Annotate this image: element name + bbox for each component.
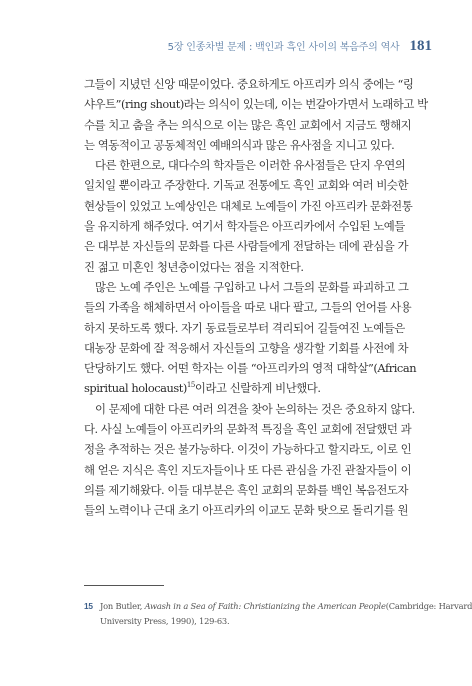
line-text: 그들이 지녔던 신앙 때문이었다. 중요하게도 아프리카 의식 중에는 “링	[84, 77, 414, 91]
text-line	[84, 94, 428, 114]
paragraph	[84, 399, 415, 521]
text-line	[84, 399, 415, 419]
text-line	[84, 277, 409, 297]
text-line	[84, 74, 414, 94]
line-text: 수를 치고 춤을 추는 의식으로 이는 많은 흑인 교회에서 지금도 행해지	[84, 117, 412, 132]
text-line	[84, 318, 405, 338]
text-line	[84, 115, 412, 135]
footnote-publisher: (Cambridge: Harvard	[385, 601, 472, 611]
paragraph	[84, 74, 428, 155]
line-text: 많은 노예 주인은 노예를 구입하고 나서 그들의 문화를 파괴하고 그	[95, 279, 409, 294]
line-text: 단당하기도 했다. 어떤 학자는 이를 “아프리카의 영적 대학살”(African	[84, 361, 417, 376]
line-text: 현상들이 있었고 노예상인은 대체로 노예들이 가진 아프리카 문화전통	[84, 198, 413, 213]
text-line	[84, 175, 409, 195]
line-text: 을 유지하게 해주었다. 여기서 학자들은 아프리카에서 수입된 노예들	[84, 219, 405, 234]
line-text: 이 문제에 대한 다른 여러 의견을 찾아 논의하는 것은 중요하지 않다.	[95, 401, 415, 416]
text-line	[84, 196, 413, 216]
line-text: 해 얻은 지식은 흑인 지도자들이나 또 다른 관심을 가진 관찰자들이 이	[84, 462, 412, 477]
text-line	[84, 460, 412, 480]
footnote-number: 15	[84, 601, 93, 611]
text-line	[84, 155, 406, 175]
text-line	[84, 500, 409, 520]
text-line	[84, 338, 409, 358]
line-text: 는 역동적이고 공동체적인 예배의식과 많은 유사점을 지니고 있다.	[84, 137, 395, 152]
text-line	[84, 135, 395, 155]
line-text: 들의 노력이나 근대 초기 아프리카의 이교도 문화 탓으로 돌리기를 원	[84, 503, 409, 518]
text-line	[84, 480, 409, 500]
text-line	[84, 378, 392, 398]
text-line	[84, 236, 409, 256]
footnote	[84, 599, 472, 629]
line-text: spiritual holocaust)	[84, 381, 187, 396]
footnote-line-2: University Press, 1990), 129-63.	[100, 616, 230, 626]
line-text: 들의 가족을 해체하면서 아이들을 따로 내다 팔고, 그들의 언어를 사용	[84, 300, 412, 315]
line-text-tail: 이라고 신랄하게 비난했다.	[194, 381, 321, 396]
footnote-reference[interactable]: 15	[186, 381, 195, 390]
footnote-author: Jon Butler,	[100, 601, 143, 611]
line-text: 일치일 뿐이라고 주장한다. 기독교 전통에도 흑인 교회와 여러 비슷한	[84, 178, 409, 193]
text-line	[84, 419, 412, 439]
line-text: 은 대부분 자신들의 문화를 다른 사람들에게 전달하는 데에 관심을 가	[84, 239, 409, 254]
line-text: 진 젊고 미혼인 청년층이었다는 점을 지적한다.	[84, 259, 304, 274]
page-number: 181	[409, 38, 432, 54]
line-text: 하지 못하도록 했다. 자기 동료들로부터 격리되어 길들여진 노예들은	[84, 320, 405, 335]
line-text: 다른 한편으로, 대다수의 학자들은 이러한 유사점들은 단지 우연의	[95, 158, 406, 173]
text-line	[84, 439, 412, 459]
running-head: 5장 인종차별 문제 : 백인과 흑인 사이의 복음주의 역사	[167, 42, 400, 53]
paragraph	[84, 277, 417, 399]
footnote-book-title: Awash in a Sea of Faith: Christianizing the American People	[144, 601, 386, 611]
text-line	[84, 297, 412, 317]
body-text	[84, 74, 428, 521]
paragraph	[84, 155, 413, 277]
page-header	[168, 38, 432, 55]
text-line	[84, 216, 405, 236]
line-text: 정을 추적하는 것은 불가능하다. 이것이 가능하다고 할지라도, 이로 인	[84, 442, 412, 457]
line-text: 대농장 문화에 잘 적응해서 자신들의 고향을 생각할 기회를 사전에 차	[84, 340, 409, 355]
line-text: 의를 제기해왔다. 이들 대부분은 흑인 교회의 문화를 백인 복음전도자	[84, 482, 409, 497]
footnote-divider	[84, 585, 164, 586]
text-line	[84, 358, 417, 378]
text-line	[84, 257, 392, 277]
footnote-line-1	[100, 599, 472, 614]
line-text: 다. 사실 노예들이 아프리카의 문화적 특징을 흑인 교회에 전달했던 과	[84, 422, 412, 437]
line-text: 샤우트”(ring shout)라는 의식이 있는데, 이는 번갈아가면서 노래하고 박	[84, 97, 428, 112]
